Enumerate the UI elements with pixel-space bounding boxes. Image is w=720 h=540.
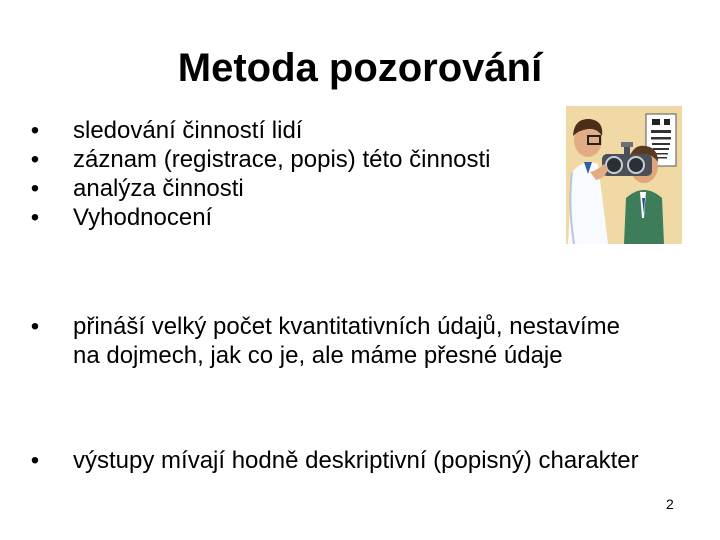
bullet-dot: • xyxy=(30,204,40,231)
bullet-item xyxy=(25,174,491,203)
bullet-text: sledování činností lidí xyxy=(73,117,303,144)
bullet-item xyxy=(25,312,645,370)
bullet-dot: • xyxy=(30,117,40,144)
bullet-list-outputs xyxy=(25,446,645,475)
slide-title: Metoda pozorování xyxy=(177,46,543,90)
bullet-item xyxy=(25,446,645,475)
bullet-dot: • xyxy=(30,313,40,340)
bullet-dot: • xyxy=(30,146,40,173)
bullet-dot: • xyxy=(30,447,40,474)
bullet-list-advantages xyxy=(25,312,645,370)
page-number: 2 xyxy=(666,496,674,512)
bullet-list-activities xyxy=(25,116,491,232)
bullet-text: Vyhodnocení xyxy=(73,204,213,231)
bullet-text: přináší velký počet kvantitativních údajů, nestavíme na dojmech, jak co je, ale máme přesné údaje xyxy=(73,313,620,369)
eye-doctor-examination-icon xyxy=(566,106,682,244)
bullet-item xyxy=(25,116,491,145)
bullet-text: záznam (registrace, popis) této činnosti xyxy=(73,146,491,173)
bullet-text: výstupy mívají hodně deskriptivní (popisný) charakter xyxy=(73,447,639,474)
bullet-dot: • xyxy=(30,175,40,202)
bullet-item xyxy=(25,203,491,232)
bullet-item xyxy=(25,145,491,174)
bullet-text: analýza činnosti xyxy=(73,175,244,202)
